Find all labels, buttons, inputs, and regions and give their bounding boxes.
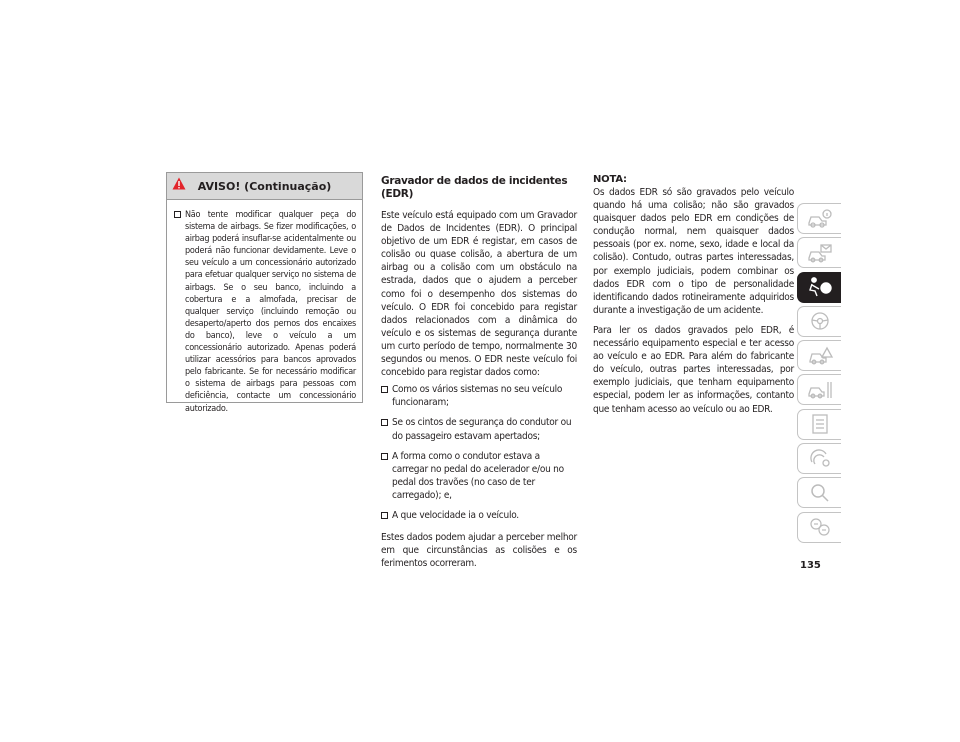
list-item: A que velocidade ia o veículo. [381, 509, 577, 522]
warning-item: Não tente modificar qualquer peça do sistema de airbags. Se fizer modificações, o airbag poderá insuflar-se acidentalmente ou poderá não funcionar devidamente. Leve o seu veículo a um concessionário autorizado para efetuar qualquer serviço no sistema de airbags. Se o seu banco, incluindo a cobertura e a almofada, precisar de qualquer serviço (incluindo remoção ou desaperto/aperto dos pernos dos encaixes do banco), leve o veículo a um concessionário autorizado. Apenas poderá utilizar acessórios para bancos aprovados pelo fabricante. Se for necessário modificar o sistema de airbags para pessoas com deficiência, contacte um concessionário autorizado. [174, 209, 356, 415]
warning-box [166, 172, 363, 414]
car-info-icon [806, 208, 834, 230]
car-service-icon [806, 379, 834, 401]
note-text-1: Os dados EDR só são gravados pelo veículo quando há uma colisão; não são gravados quaisquer dados pelo EDR em condições de condução normal, nem quaisquer dados pessoais (por ex. nome, sexo, idade e local da colisão). Contudo, outras partes interessadas, por exemplo judiciais, podem combinar os dados EDR com o tipo de personalidade identificando dados rotineiramente adquiridos durante a investigação de um acidente. [593, 187, 794, 316]
bullet-square-icon [381, 453, 388, 460]
tab-checklist[interactable] [797, 409, 841, 440]
chapter-tabs [797, 203, 841, 546]
tab-car-service[interactable] [797, 374, 841, 405]
list-item: Se os cintos de segurança do condutor ou do passageiro estavam apertados; [381, 416, 577, 442]
steering-wheel-icon [806, 310, 834, 332]
car-mail-icon [806, 242, 834, 264]
tab-car-info[interactable] [797, 203, 841, 234]
language-icon [806, 516, 834, 538]
tab-car-mail[interactable] [797, 237, 841, 268]
warning-header [167, 173, 362, 200]
bullet-square-icon [381, 512, 388, 519]
note-text-2: Para ler os dados gravados pelo EDR, é necessário equipamento especial e ter acesso ao veículo e ao EDR. Para além do fabricante do veículo, outras partes interessadas, por exemplo judiciais, que tenham equipamento especial, podem ler as informações, contanto que tenham acesso ao veículo ou ao EDR. [593, 324, 794, 415]
airbag-safety-icon [806, 276, 834, 298]
edr-intro: Este veículo está equipado com um Gravador de Dados de Incidentes (EDR). O principal objetivo de um EDR é registar, em casos de colisão ou quase colisão, a abertura de um airbag ou a colisão com um obstáculo na estrada, dados que o ajudem a perceber como foi o desempenho dos sistemas do veículo. O EDR foi concebido para registar dados relacionados com a dinâmica do veículo e os sistemas de segurança durante um curto período de tempo, normalmente 30 segundos ou menos. O EDR neste veículo foi concebido para registar dados como: [381, 210, 577, 379]
edr-outro: Estes dados podem ajudar a perceber melhor em que circunstâncias as colisões e os ferimentos ocorreram. [381, 532, 577, 570]
edr-heading: Gravador de dados de incidentes (EDR) [381, 175, 568, 200]
bullet-square-icon [174, 211, 181, 218]
page-number: 135 [800, 560, 821, 571]
magnifier-icon [806, 482, 834, 504]
note-section [593, 174, 794, 416]
note-label: NOTA: [593, 174, 627, 185]
warning-car-icon [806, 345, 834, 367]
bullet-square-icon [381, 386, 388, 393]
checklist-icon [806, 413, 834, 435]
warning-title: AVISO! (Continuação) [197, 179, 332, 193]
tab-search[interactable] [797, 477, 841, 508]
warning-triangle-icon [172, 177, 186, 190]
tab-multimedia[interactable] [797, 443, 841, 474]
multimedia-icon [806, 448, 834, 470]
edr-bullet-list [381, 383, 577, 522]
tab-steering-wheel[interactable] [797, 306, 841, 337]
tab-language[interactable] [797, 512, 841, 543]
list-item: A forma como o condutor estava a carregar no pedal do acelerador e/ou no pedal dos travões (no caso de ter carregado); e, [381, 450, 577, 502]
warning-list [167, 200, 362, 415]
list-item: Como os vários sistemas no seu veículo funcionaram; [381, 383, 577, 409]
tab-airbag-safety[interactable] [797, 272, 841, 303]
tab-warning-car[interactable] [797, 340, 841, 371]
bullet-square-icon [381, 419, 388, 426]
edr-section [381, 175, 577, 570]
